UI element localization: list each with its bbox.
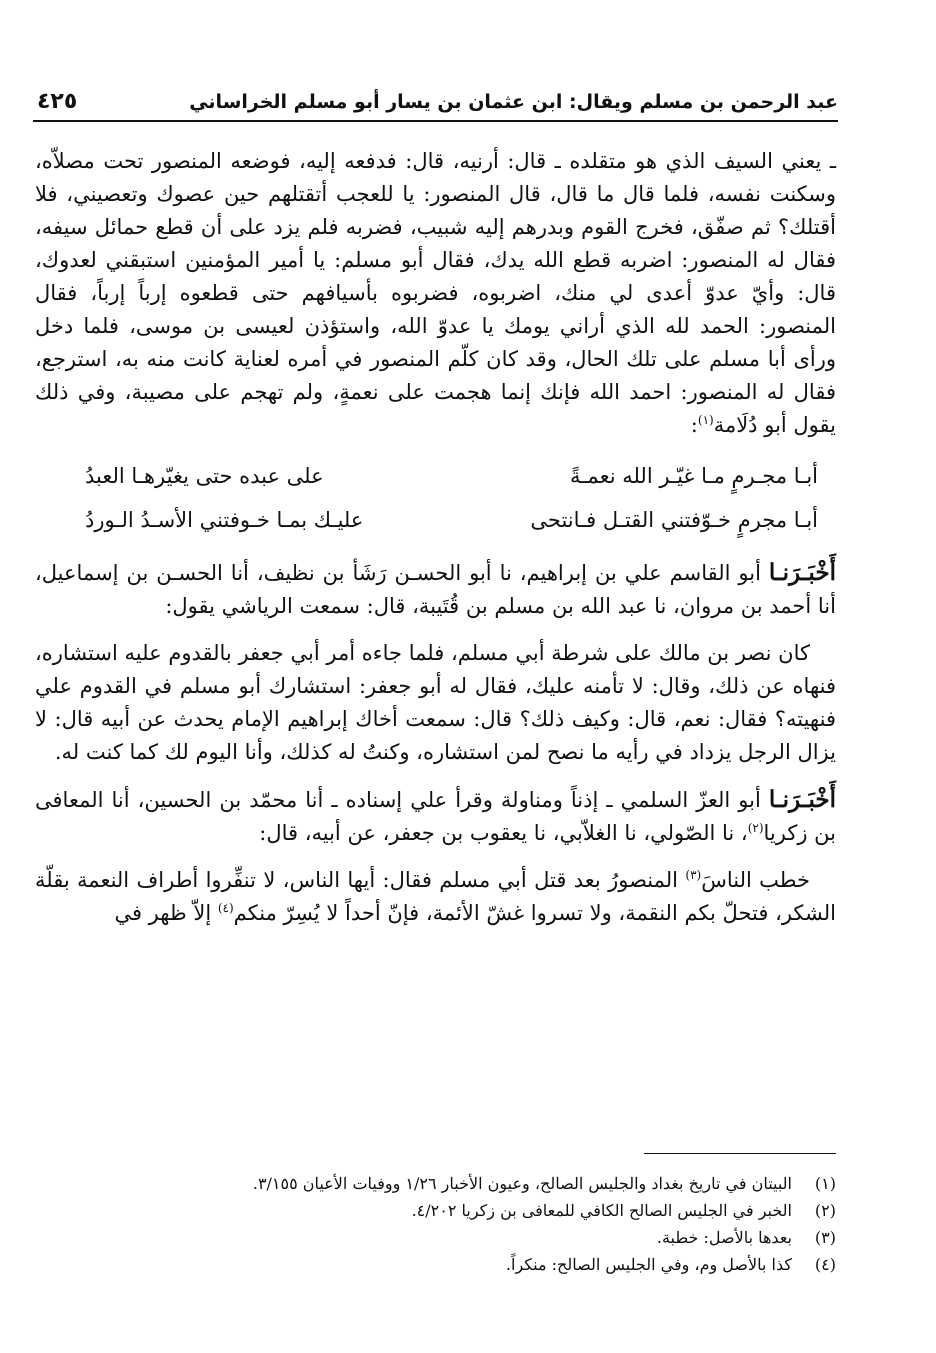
footnote-3 (200, 1224, 836, 1251)
footnote-text: كذا بالأصل وم، وفي الجليس الصالح: منكراً. (505, 1255, 792, 1274)
footnote-ref-4: (٤) (217, 901, 234, 915)
paragraph-3: كان نصر بن مالك على شرطة أبي مسلم، فلما جاءه أمر أبي جعفر بالقدوم عليه استشاره، فنهاه عن ذلك، وقال: لا تأمنه عليك، فقال له أبو جعفر: استشارك أبو مسلم في القدوم علي فنهيته؟ فقال: نعم، قال: وكيف ذلك؟ قال: سمعت أخاك إبراهيم الإمام يحدث عن أبيه قال: لا يزال الرجل يزداد في رأيه ما نصح لمن استشاره، وكنتُ له كذلك، وأنا اليوم لك كما كنت له. (35, 641, 836, 764)
running-header (33, 83, 838, 123)
footnotes (200, 1170, 836, 1278)
paragraph-1-text: ـ يعني السيف الذي هو متقلده ـ قال: أرنيه، قال: فدفعه إليه، فوضعه المنصور تحت مصلاّه، وسكنت نفسه، فلما قال ما قال، قال المنصور: يا للعجب أتقتلهم حين عصوك وتعصيني، فلا أقتلك؟ ثم صفّق، فخرج القوم وبدرهم إليه شبيب، فضربه فلم يزد على أن قطع حمائل سيفه، فقال له المنصور: اضربه قطع الله يدك، فقال أبو مسلم: يا أمير المؤمنين استبقني لعدوك، قال: وأيّ عدوّ أعدى لي منك، اضربوه، فضربوه بأسيافهم حتى قطعوه إرباً إرباً، فقال المنصور: الحمد لله الذي أراني يومك يا عدوّ الله، واستؤذن لعيسى بن موسى، فلما دخل ورأى أبا مسلم على تلك الحال، وقد كان كلّم المنصور في أمره لعناية كانت منه به، استرجع، فقال له المنصور: احمد الله فإنك إنما هجمت على نعمةٍ، ولم تهجم على مصيبة، وفي ذلك يقول أبو دُلَامة (35, 149, 837, 437)
footnote-ref-1: (١) (697, 413, 714, 427)
footnote-4 (200, 1251, 836, 1278)
poem-verse-2 (35, 498, 836, 542)
hemistich-1a: أبـا مجـرمٍ مـا غيّـر الله نعمـةً (570, 464, 818, 488)
running-title: عبد الرحمن بن مسلم ويقال: ابن عثمان بن يسار أبو مسلم الخراساني (189, 91, 838, 113)
hemistich-2b: عليـك بمـا خـوفتني الأسـدُ الـوردُ (85, 508, 364, 532)
poem (35, 454, 836, 542)
paragraph-2-text: أبو القاسم علي بن إبراهيم، نا أبو الحسـن رَشَأ بن نظيف، أنا الحسـن بن إسماعيل، أنا أحمد بن مروان، نا عبد الله بن مسلم بن قُتَيبة، قال: سمعت الرياشي يقول: (35, 561, 836, 618)
footnote-number: (١) (814, 1174, 836, 1193)
paragraph-5-text-a: خطب الناسَ (701, 868, 810, 892)
main-text (35, 145, 836, 930)
footnote-ref-3: (٣) (685, 868, 702, 882)
akhbarana-lead-2: أَخْبَـرَنـا (768, 786, 836, 813)
footnote-number: (٢) (814, 1201, 836, 1220)
paragraph-2 (35, 556, 836, 623)
footnote-rule (644, 1153, 836, 1154)
paragraph-1 (35, 145, 836, 442)
paragraph-4-text-a: أبو العزّ السلمي ـ إذناً ومناولة وقرأ علي إسناده ـ أنا محمّد بن الحسين، أنا المعافى بن زكريا (35, 788, 836, 845)
paragraph-4 (35, 783, 836, 850)
footnote-number: (٤) (814, 1255, 836, 1274)
footnote-ref-2: (٢) (747, 821, 764, 835)
footnote-number: (٣) (814, 1228, 836, 1247)
footnote-text: البيتان في تاريخ بغداد والجليس الصالح، وعيون الأخبار ١/٢٦ ووفيات الأعيان ٣/١٥٥. (252, 1174, 792, 1193)
paragraph-1-end: : (690, 413, 698, 437)
poem-verse-1 (35, 454, 836, 498)
footnote-text: الخبر في الجليس الصالح الكافي للمعافى بن زكريا ٤/٢٠٢. (411, 1201, 792, 1220)
hemistich-1b: على عبده حتى يغيّرهـا العبدُ (85, 464, 324, 488)
hemistich-2a: أبـا مجرمٍ خـوّفتني القتـل فـانتحى (530, 508, 818, 532)
paragraph-5 (35, 864, 836, 930)
header-rule (33, 120, 838, 122)
akhbarana-lead-1: أَخْبَـرَنـا (768, 559, 836, 586)
paragraph-5-text-c: إلاّ ظهر في (114, 901, 218, 925)
footnote-text: بعدها بالأصل: خطبة. (656, 1228, 792, 1247)
footnote-2 (200, 1197, 836, 1224)
paragraph-4-text-b: ، نا الصّولي، نا الغلاّبي، نا يعقوب بن جعفر، عن أبيه، قال: (259, 821, 748, 845)
paragraph-5-text-b: المنصورُ بعد قتل أبي مسلم فقال: أيها الناس، لا تنفِّروا أطراف النعمة بقلّة الشكر، فتحلّ بكم النقمة، ولا تسروا غشّ الأئمة، فإنّ أحداً لا يُسِرّ منكم (35, 868, 836, 925)
footnote-1 (200, 1170, 836, 1197)
page-number: ٤٢٥ (37, 89, 78, 114)
